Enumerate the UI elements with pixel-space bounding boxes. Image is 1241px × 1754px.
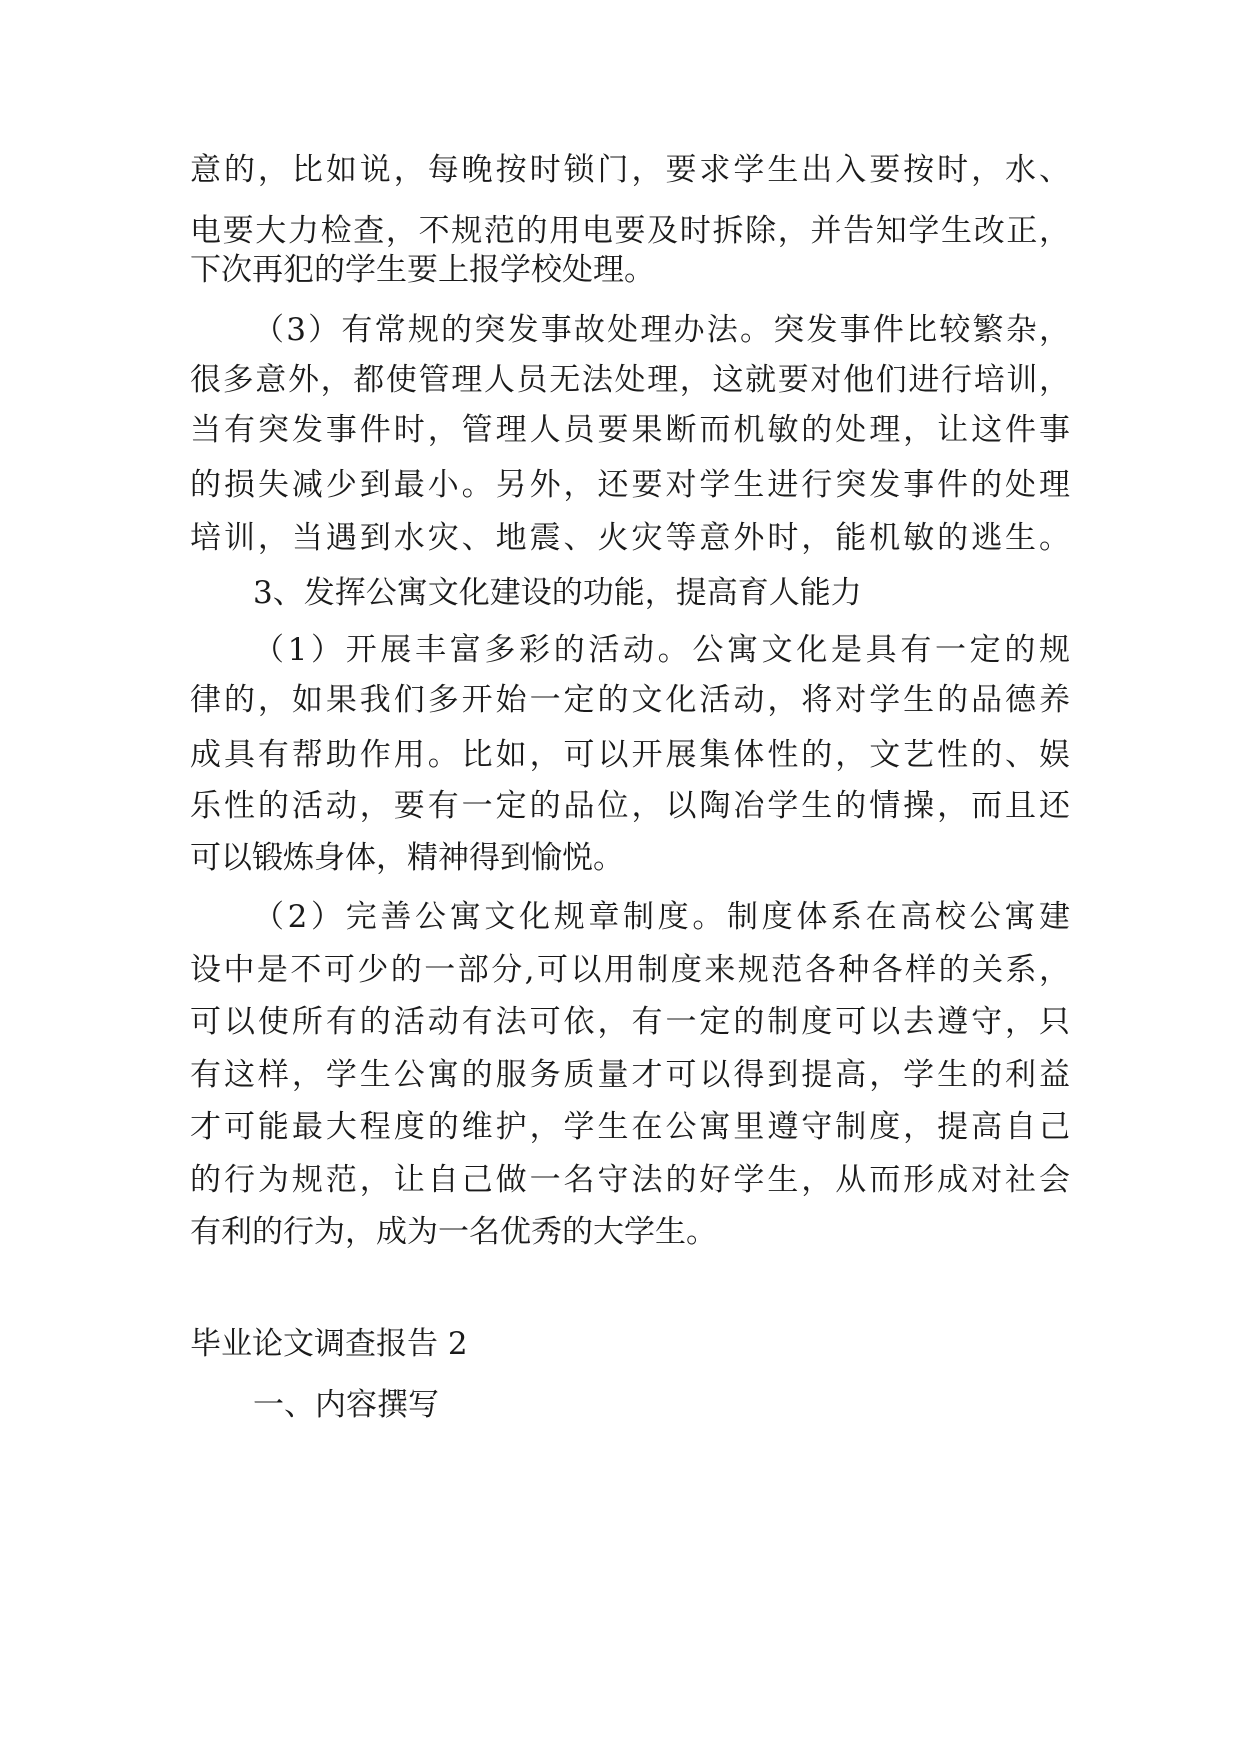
- paragraph-4-line-3: 可以使所有的活动有法可依，有一定的制度可以去遵守，只: [190, 1004, 1070, 1040]
- paragraph-2-line-2: 很多意外，都使管理人员无法处理，这就要对他们进行培训，: [190, 362, 1070, 398]
- paragraph-2-line-5: 培训，当遇到水灾、地震、火灾等意外时，能机敏的逃生。: [190, 520, 1070, 556]
- section-3-heading: 3、发挥公寓文化建设的功能，提高育人能力: [253, 575, 862, 611]
- paragraph-3-line-5: 可以锻炼身体，精神得到愉悦。: [190, 840, 624, 876]
- paragraph-4-line-2: 设中是不可少的一部分,可以用制度来规范各种各样的关系，: [190, 952, 1070, 988]
- paragraph-3-line-2: 律的，如果我们多开始一定的文化活动，将对学生的品德养: [190, 682, 1070, 718]
- paragraph-4-line-5: 才可能最大程度的维护，学生在公寓里遵守制度，提高自己: [190, 1109, 1070, 1145]
- report-title: 毕业论文调查报告 2: [190, 1326, 468, 1362]
- paragraph-2-line-1: （3）有常规的突发事故处理办法。突发事件比较繁杂，: [253, 312, 1070, 348]
- paragraph-1-line-3: 下次再犯的学生要上报学校处理。: [190, 252, 655, 288]
- paragraph-3-line-4: 乐性的活动，要有一定的品位，以陶冶学生的情操，而且还: [190, 788, 1070, 824]
- section-1-heading: 一、内容撰写: [253, 1387, 439, 1423]
- paragraph-2-line-4: 的损失减少到最小。另外，还要对学生进行突发事件的处理: [190, 467, 1070, 503]
- paragraph-1-line-1: 意的，比如说，每晚按时锁门，要求学生出入要按时，水、: [190, 152, 1070, 188]
- paragraph-4-line-6: 的行为规范，让自己做一名守法的好学生，从而形成对社会: [190, 1162, 1070, 1198]
- paragraph-4-line-1: （2）完善公寓文化规章制度。制度体系在高校公寓建: [253, 899, 1070, 935]
- paragraph-4-line-4: 有这样，学生公寓的服务质量才可以得到提高，学生的利益: [190, 1057, 1070, 1093]
- paragraph-4-line-7: 有利的行为，成为一名优秀的大学生。: [190, 1214, 717, 1250]
- paragraph-1-line-2: 电要大力检查，不规范的用电要及时拆除，并告知学生改正，: [190, 213, 1070, 249]
- paragraph-3-line-3: 成具有帮助作用。比如，可以开展集体性的，文艺性的、娱: [190, 737, 1070, 773]
- paragraph-2-line-3: 当有突发事件时，管理人员要果断而机敏的处理，让这件事: [190, 412, 1070, 448]
- paragraph-3-line-1: （1）开展丰富多彩的活动。公寓文化是具有一定的规: [253, 632, 1070, 668]
